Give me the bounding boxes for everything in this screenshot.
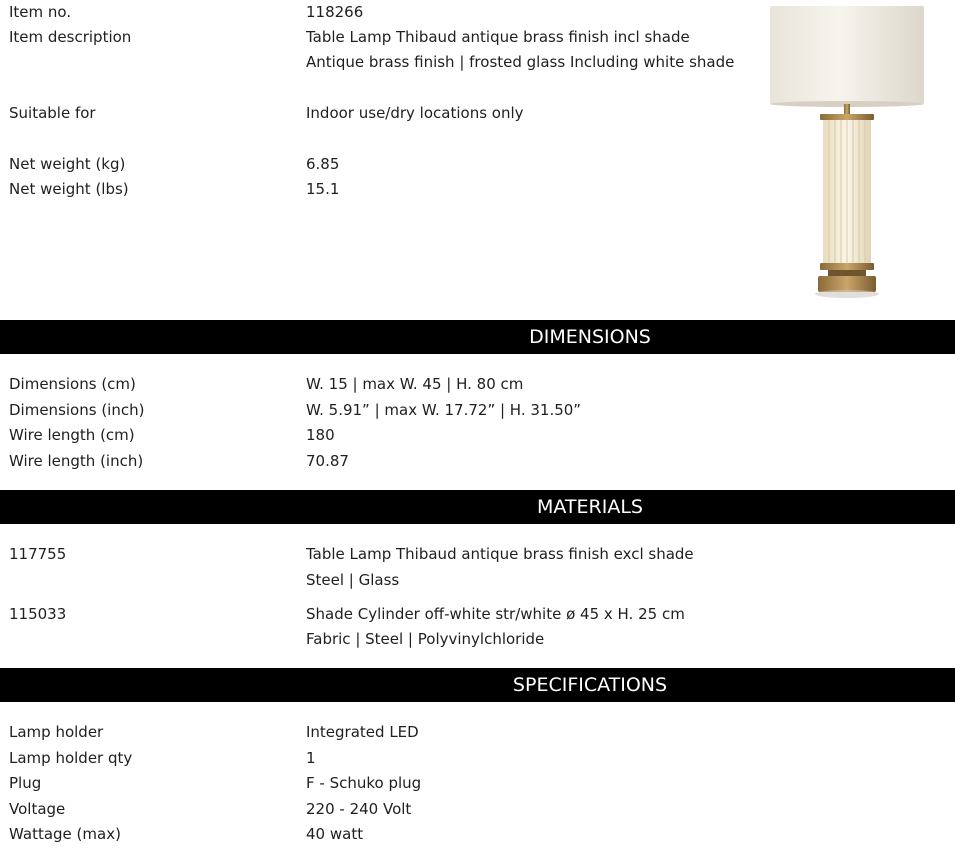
dimension-label: Dimensions (inch) <box>9 401 145 419</box>
item-no-label: Item no. <box>9 3 72 21</box>
materials-title: MATERIALS <box>537 496 643 518</box>
dimension-value: 70.87 <box>306 452 349 470</box>
dimension-label: Dimensions (cm) <box>9 375 136 393</box>
suitable-for-label: Suitable for <box>9 104 96 122</box>
item-description-line2: Antique brass finish | frosted glass Including white shade <box>306 53 735 71</box>
spec-label: Lamp holder <box>9 723 104 741</box>
specifications-header-bar <box>0 668 955 702</box>
dimensions-title: DIMENSIONS <box>529 326 651 348</box>
item-no-value: 118266 <box>306 3 364 21</box>
net-weight-lbs-label: Net weight (lbs) <box>9 180 129 198</box>
material-code: 117755 <box>9 545 67 563</box>
material-composition: Fabric | Steel | Polyvinylchloride <box>306 630 545 648</box>
materials-header-bar <box>0 490 955 524</box>
dimensions-header-bar <box>0 320 955 354</box>
spec-label: Voltage <box>9 800 66 818</box>
spec-label: Wattage (max) <box>9 825 121 843</box>
item-description-label: Item description <box>9 28 132 46</box>
spec-value: 1 <box>306 749 316 767</box>
spec-value: Integrated LED <box>306 723 419 741</box>
dimension-value: W. 5.91” | max W. 17.72” | H. 31.50” <box>306 401 582 419</box>
spec-value: F - Schuko plug <box>306 774 422 792</box>
item-description-value: Table Lamp Thibaud antique brass finish incl shade <box>306 28 690 46</box>
material-name: Table Lamp Thibaud antique brass finish excl shade <box>306 545 694 563</box>
dimension-label: Wire length (cm) <box>9 426 135 444</box>
spec-label: Plug <box>9 774 42 792</box>
material-composition: Steel | Glass <box>306 571 400 589</box>
specifications-title: SPECIFICATIONS <box>512 674 668 696</box>
dimension-value: W. 15 | max W. 45 | H. 80 cm <box>306 375 524 393</box>
dimension-value: 180 <box>306 426 335 444</box>
net-weight-kg-label: Net weight (kg) <box>9 155 126 173</box>
spec-value: 220 - 240 Volt <box>306 800 412 818</box>
spec-value: 40 watt <box>306 825 364 843</box>
net-weight-kg-value: 6.85 <box>306 155 340 173</box>
table-lamp-image <box>768 4 926 302</box>
net-weight-lbs-value: 15.1 <box>306 180 340 198</box>
spec-label: Lamp holder qty <box>9 749 133 767</box>
suitable-for-value: Indoor use/dry locations only <box>306 104 524 122</box>
material-name: Shade Cylinder off-white str/white ø 45 x H. 25 cm <box>306 605 685 623</box>
material-code: 115033 <box>9 605 67 623</box>
dimension-label: Wire length (inch) <box>9 452 144 470</box>
